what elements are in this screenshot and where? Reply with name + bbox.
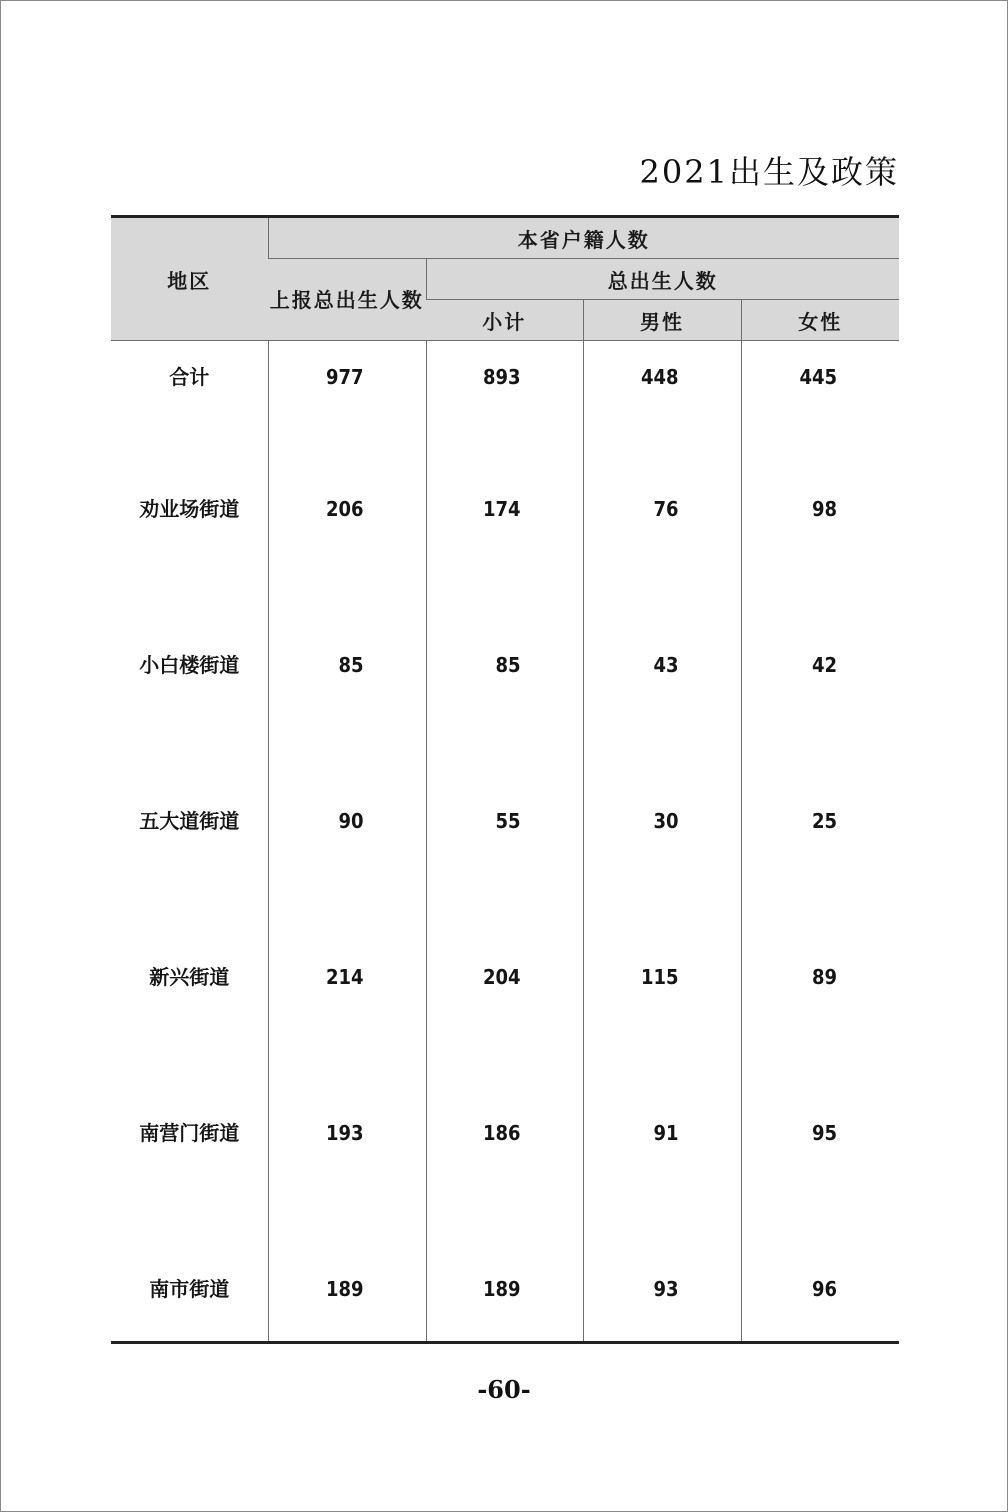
row-region (111, 1121, 268, 1277)
male-value: 93 (653, 1277, 679, 1301)
row-male (583, 341, 741, 498)
female-value: 98 (811, 497, 837, 521)
row-subtotal (426, 809, 583, 965)
table-header (111, 217, 899, 341)
table-row (111, 1121, 899, 1277)
row-region (111, 653, 268, 809)
region-label: 南市街道 (149, 1277, 230, 1301)
reported-value: 90 (338, 809, 364, 833)
male-value: 115 (640, 965, 679, 989)
female-value: 96 (811, 1277, 837, 1301)
row-reported (268, 341, 426, 498)
male-value: 91 (653, 1121, 679, 1145)
subtotal-value: 85 (495, 653, 521, 677)
female-value: 42 (811, 653, 837, 677)
reported-value: 189 (325, 1277, 364, 1301)
region-label: 南营门街道 (139, 1121, 240, 1145)
row-reported (268, 653, 426, 809)
row-region (111, 341, 268, 498)
female-value: 445 (799, 365, 837, 389)
header-male: 男性 (583, 300, 741, 341)
female-value: 95 (811, 1121, 837, 1145)
header-total-births: 总出生人数 (426, 259, 899, 300)
row-region (111, 497, 268, 653)
header-province-hukou: 本省户籍人数 (268, 217, 899, 259)
subtotal-value: 893 (482, 365, 521, 389)
region-label: 劝业场街道 (139, 497, 240, 521)
reported-value: 193 (325, 1121, 364, 1145)
table-row (111, 497, 899, 653)
subtotal-value: 204 (482, 965, 521, 989)
row-subtotal (426, 341, 583, 498)
page-number: -60- (477, 1375, 531, 1404)
table-row (111, 341, 899, 498)
row-female (741, 1277, 899, 1343)
subtotal-value: 189 (482, 1277, 521, 1301)
table-body (111, 341, 899, 1343)
table-row (111, 809, 899, 965)
male-value: 43 (653, 653, 679, 677)
male-value: 76 (653, 497, 679, 521)
row-reported (268, 965, 426, 1121)
region-label: 合计 (169, 365, 210, 389)
row-female (741, 497, 899, 653)
table-row (111, 1277, 899, 1343)
row-female (741, 965, 899, 1121)
subtotal-value: 55 (495, 809, 521, 833)
region-label: 小白楼街道 (139, 653, 240, 677)
reported-value: 206 (325, 497, 364, 521)
row-reported (268, 1277, 426, 1343)
subtotal-value: 174 (482, 497, 521, 521)
male-value: 448 (640, 365, 679, 389)
region-label: 五大道街道 (139, 809, 240, 833)
row-reported (268, 809, 426, 965)
header-subtotal: 小计 (426, 300, 583, 341)
reported-value: 85 (338, 653, 364, 677)
reported-value: 977 (325, 365, 364, 389)
row-reported (268, 1121, 426, 1277)
row-male (583, 653, 741, 809)
female-value: 25 (811, 809, 837, 833)
row-male (583, 497, 741, 653)
female-value: 89 (811, 965, 837, 989)
header-region: 地区 (111, 217, 268, 341)
birth-statistics-table (111, 215, 899, 1344)
row-female (741, 653, 899, 809)
table-row (111, 653, 899, 809)
row-female (741, 809, 899, 965)
row-male (583, 809, 741, 965)
table-row (111, 965, 899, 1121)
region-label: 新兴街道 (149, 965, 230, 989)
row-male (583, 1277, 741, 1343)
row-subtotal (426, 1121, 583, 1277)
row-subtotal (426, 965, 583, 1121)
row-female (741, 1121, 899, 1277)
row-subtotal (426, 653, 583, 809)
row-region (111, 809, 268, 965)
header-female: 女性 (741, 300, 899, 341)
reported-value: 214 (325, 965, 364, 989)
row-region (111, 965, 268, 1121)
row-male (583, 965, 741, 1121)
subtotal-value: 186 (482, 1121, 521, 1145)
header-reported-total-births: 上报总出生人数 (268, 259, 426, 341)
row-subtotal (426, 497, 583, 653)
male-value: 30 (653, 809, 679, 833)
row-region (111, 1277, 268, 1343)
row-subtotal (426, 1277, 583, 1343)
row-female (741, 341, 899, 498)
row-male (583, 1121, 741, 1277)
page-title: 2021出生及政策 (639, 153, 899, 191)
row-reported (268, 497, 426, 653)
